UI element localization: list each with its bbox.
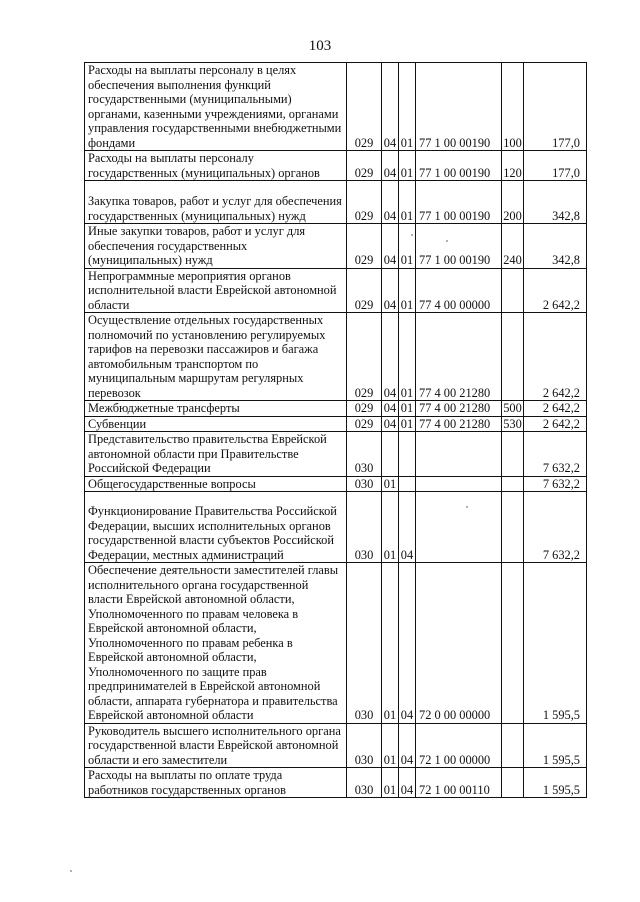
row-name: Представительство правительства Еврейской автономной области при Правительстве Российской Федерации xyxy=(85,432,347,477)
scan-speck xyxy=(446,240,448,242)
ministry-code: 030 xyxy=(347,723,382,768)
section-code: 04 xyxy=(382,401,399,417)
section-code: 01 xyxy=(382,476,399,492)
ministry-code: 030 xyxy=(347,432,382,477)
target-article-code xyxy=(416,492,502,563)
expense-type-code xyxy=(502,476,524,492)
expense-type-code xyxy=(502,432,524,477)
target-article-code: 77 4 00 21280 xyxy=(416,401,502,417)
section-code xyxy=(382,432,399,477)
table-row xyxy=(85,181,587,224)
row-name: Общегосударственные вопросы xyxy=(85,476,347,492)
subsection-code: 01 xyxy=(399,151,416,181)
expense-type-code: 120 xyxy=(502,151,524,181)
scan-speck xyxy=(411,234,413,236)
ministry-code: 029 xyxy=(347,401,382,417)
subsection-code: 01 xyxy=(399,63,416,151)
table-row xyxy=(85,268,587,313)
expense-type-code: 200 xyxy=(502,181,524,224)
table-row xyxy=(85,313,587,401)
amount: 7 632,2 xyxy=(524,492,587,563)
amount: 342,8 xyxy=(524,224,587,269)
target-article-code: 72 1 00 00000 xyxy=(416,723,502,768)
expense-type-code xyxy=(502,268,524,313)
subsection-code xyxy=(399,476,416,492)
row-name: Расходы на выплаты по оплате труда работников государственных органов xyxy=(85,768,347,798)
table-row xyxy=(85,224,587,269)
amount: 1 595,5 xyxy=(524,563,587,724)
target-article-code xyxy=(416,432,502,477)
target-article-code: 77 1 00 00190 xyxy=(416,63,502,151)
row-name: Осуществление отдельных государственных полномочий по установлению регулируемых тарифов на перевозки пассажиров и багажа автомобильным транспортом по муниципальным маршрутам регулярных перевозок xyxy=(85,313,347,401)
section-code: 04 xyxy=(382,151,399,181)
subsection-code: 01 xyxy=(399,313,416,401)
row-name: Закупка товаров, работ и услуг для обеспечения государственных (муниципальных) нужд xyxy=(85,181,347,224)
expense-type-code xyxy=(502,563,524,724)
table-row xyxy=(85,723,587,768)
target-article-code: 72 1 00 00110 xyxy=(416,768,502,798)
ministry-code: 029 xyxy=(347,181,382,224)
subsection-code: 01 xyxy=(399,181,416,224)
row-name: Функционирование Правительства Российской Федерации, высших исполнительных органов государственной власти субъектов Российской Федерации, местных администраций xyxy=(85,492,347,563)
table-row xyxy=(85,63,587,151)
expense-type-code xyxy=(502,492,524,563)
ministry-code: 030 xyxy=(347,476,382,492)
table-row xyxy=(85,151,587,181)
expense-type-code xyxy=(502,768,524,798)
section-code: 04 xyxy=(382,181,399,224)
target-article-code: 77 1 00 00190 xyxy=(416,224,502,269)
row-name: Расходы на выплаты персоналу в целях обеспечения выполнения функций государственными (муниципальными) органами, казенными учреждениями, органами управления государственными внебюджетными фондами xyxy=(85,63,347,151)
target-article-code: 77 1 00 00190 xyxy=(416,181,502,224)
amount: 177,0 xyxy=(524,63,587,151)
page-number: 103 xyxy=(308,38,332,54)
target-article-code: 72 0 00 00000 xyxy=(416,563,502,724)
subsection-code: 01 xyxy=(399,268,416,313)
table-row xyxy=(85,432,587,477)
expense-type-code: 530 xyxy=(503,416,522,431)
section-code: 04 xyxy=(382,268,399,313)
amount: 177,0 xyxy=(524,151,587,181)
table-row xyxy=(85,416,587,432)
amount: 7 632,2 xyxy=(524,476,587,492)
amount: 7 632,2 xyxy=(524,432,587,477)
expense-type-code: 100 xyxy=(502,63,524,151)
subsection-code: 01 xyxy=(399,401,416,417)
ministry-code: 029 xyxy=(347,224,382,269)
amount: 2 642,2 xyxy=(524,268,587,313)
table-row xyxy=(85,476,587,492)
subsection-code: 04 xyxy=(399,768,416,798)
section-code: 04 xyxy=(382,224,399,269)
amount: 1 595,5 xyxy=(524,723,587,768)
amount: 2 642,2 xyxy=(524,416,587,432)
expense-type-code: 500 xyxy=(503,401,522,415)
ministry-code: 029 xyxy=(347,268,382,313)
subsection-code: 04 xyxy=(399,492,416,563)
scan-speck xyxy=(466,506,468,508)
row-name: Обеспечение деятельности заместителей главы исполнительного органа государственной власти Еврейской автономной области, Уполномоченного по правам человека в Еврейской автономной области, Уполномоченного по правам ребенка в Еврейской автономной области, Уполномоченного по защите прав предпринимателей в Еврейской автономной области, аппарата губернатора и правительства Еврейской автономной области xyxy=(85,563,347,724)
subsection-code xyxy=(399,432,416,477)
ministry-code: 030 xyxy=(347,563,382,724)
ministry-code: 029 xyxy=(347,313,382,401)
row-name: Расходы на выплаты персоналу государственных (муниципальных) органов xyxy=(85,151,347,181)
table-row xyxy=(85,401,587,417)
target-article-code: 77 4 00 00000 xyxy=(416,268,502,313)
subsection-code: 04 xyxy=(399,563,416,724)
table-row xyxy=(85,563,587,724)
table-row xyxy=(85,492,587,563)
expense-type-code xyxy=(502,313,524,401)
expense-type-code: 240 xyxy=(502,224,524,269)
ministry-code: 029 xyxy=(347,416,382,432)
table-row xyxy=(85,768,587,798)
section-code: 04 xyxy=(382,313,399,401)
row-name: Субвенции xyxy=(85,416,347,432)
target-article-code: 77 4 00 21280 xyxy=(416,416,502,432)
section-code: 01 xyxy=(382,563,399,724)
ministry-code: 030 xyxy=(347,768,382,798)
section-code: 01 xyxy=(382,723,399,768)
amount: 2 642,2 xyxy=(524,313,587,401)
ministry-code: 030 xyxy=(347,492,382,563)
amount: 1 595,5 xyxy=(524,768,587,798)
section-code: 01 xyxy=(382,768,399,798)
expense-type-code xyxy=(502,723,524,768)
subsection-code: 01 xyxy=(399,224,416,269)
section-code: 04 xyxy=(382,63,399,151)
subsection-code: 01 xyxy=(399,416,416,432)
target-article-code xyxy=(416,476,502,492)
budget-table xyxy=(84,62,587,798)
target-article-code: 77 4 00 21280 xyxy=(416,313,502,401)
subsection-code: 04 xyxy=(399,723,416,768)
section-code: 04 xyxy=(382,416,399,432)
ministry-code: 029 xyxy=(347,63,382,151)
target-article-code: 77 1 00 00190 xyxy=(416,151,502,181)
section-code: 01 xyxy=(382,492,399,563)
row-name: Непрограммные мероприятия органов исполнительной власти Еврейской автономной области xyxy=(85,268,347,313)
amount: 2 642,2 xyxy=(524,401,587,417)
budget-table-body xyxy=(85,63,587,798)
ministry-code: 029 xyxy=(347,151,382,181)
scan-speck xyxy=(70,870,72,872)
row-name: Иные закупки товаров, работ и услуг для обеспечения государственных (муниципальных) нужд xyxy=(85,224,347,269)
amount: 342,8 xyxy=(524,181,587,224)
row-name: Руководитель высшего исполнительного органа государственной власти Еврейской автономной области и его заместители xyxy=(85,723,347,768)
row-name: Межбюджетные трансферты xyxy=(85,401,347,417)
